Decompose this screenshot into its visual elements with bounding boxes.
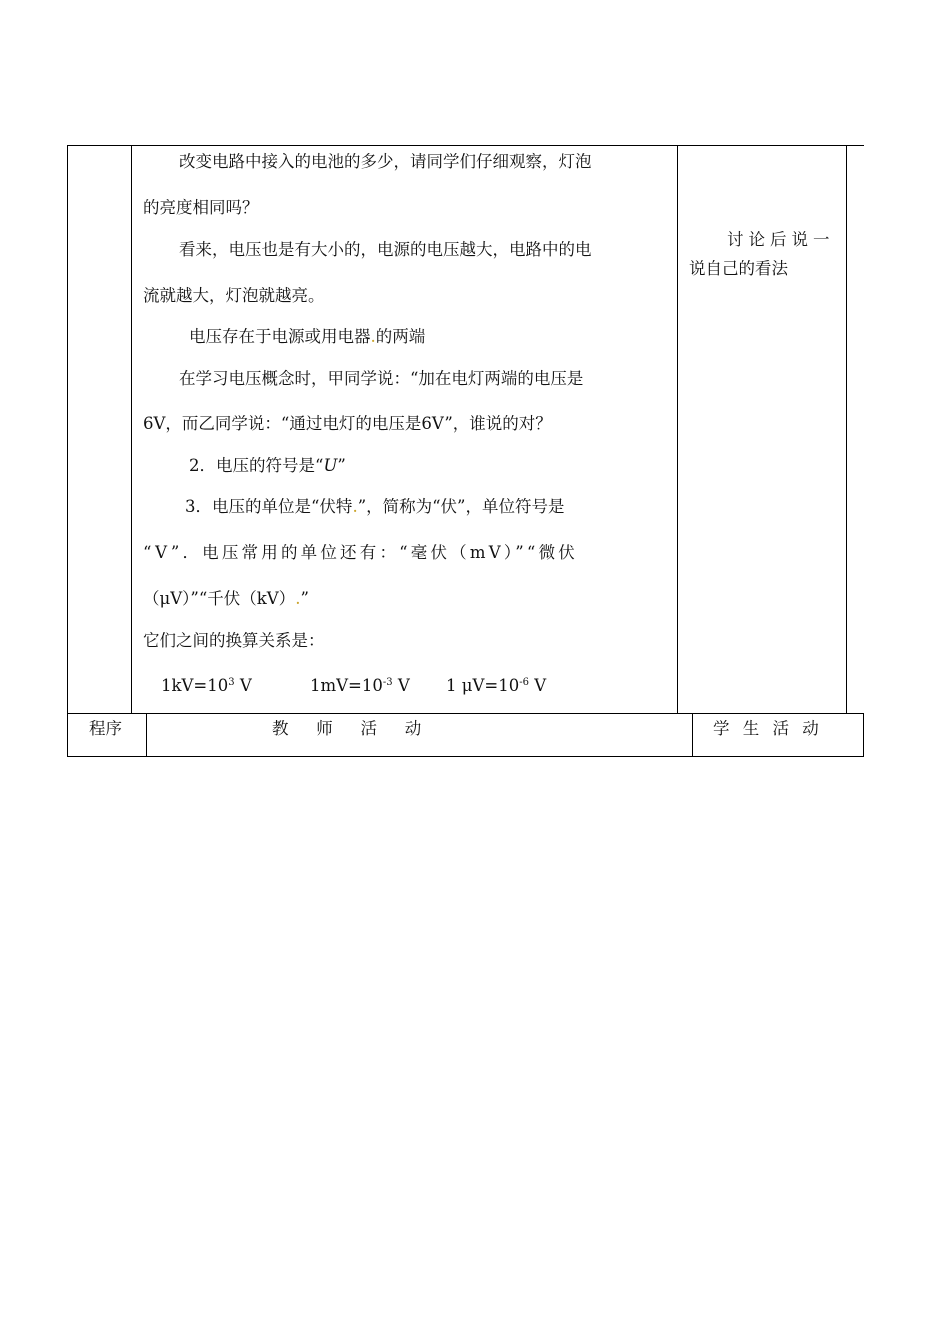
item-voltage-unit-line2: “V”．电压常用的单位还有：“毫伏（mV）”“微伏: [143, 543, 578, 562]
col-divider-procedure: [131, 145, 132, 713]
voltage-location-text-a: 电压存在于电源或用电器: [189, 327, 371, 346]
voltage-unit-text-b: ”，简称为“伏”，单位符号是: [357, 497, 565, 516]
conversion-uv: [446, 673, 546, 696]
col-divider-right: [846, 145, 847, 713]
voltage-unit-text-a: 3．电压的单位是“伏特: [185, 497, 353, 516]
header-col-divider-procedure: [146, 713, 147, 757]
header-col-divider-student: [692, 713, 693, 757]
emphasis-dot: .: [370, 327, 376, 346]
header-right-border: [863, 713, 864, 757]
voltage-symbol-text-a: 2．电压的符号是“: [189, 456, 324, 475]
conversion-mv-base: 1mV=10: [310, 676, 383, 695]
voltage-location-text-b: 的两端: [375, 327, 426, 346]
student-discussion-line1: 讨论后说一: [727, 230, 835, 249]
conversion-kv-unit: V: [234, 676, 252, 695]
item-voltage-unit-line3: [143, 589, 309, 609]
voltage-unit-line3-text-a: （μV）”“千伏（kV）: [143, 589, 296, 608]
emphasis-dot: .: [352, 497, 358, 516]
paragraph-voltage-location: [189, 327, 425, 347]
conversion-kv: [161, 673, 252, 696]
student-discussion-line2: 说自己的看法: [689, 259, 788, 278]
conversion-kv-base: 1kV=10: [161, 676, 229, 695]
voltage-symbol-u: U: [323, 456, 338, 475]
voltage-unit-line3-text-b: ”: [300, 589, 309, 608]
emphasis-dot: .: [295, 589, 301, 608]
paragraph-battery-line2: 的亮度相同吗？: [143, 198, 259, 217]
header-teacher-activity: 教 师 活 动: [272, 719, 424, 738]
paragraph-battery-line1: 改变电路中接入的电池的多少，请同学们仔细观察，灯泡: [179, 152, 592, 171]
conversion-uv-exponent: -6: [519, 677, 529, 688]
conversion-mv-unit: V: [392, 676, 410, 695]
conversion-mv-exponent: -3: [382, 677, 393, 688]
conversion-mv: [310, 673, 410, 696]
col-divider-student: [677, 145, 678, 713]
item-voltage-symbol: [189, 456, 346, 476]
paragraph-voltage-size-line2: 流就越大，灯泡就越亮。: [143, 286, 325, 305]
header-procedure: 程序: [89, 719, 122, 738]
row-divider: [68, 713, 864, 714]
table-left-border: [67, 145, 68, 757]
paragraph-question-line2: 6V，而乙同学说：“通过电灯的电压是6V”，谁说的对？: [143, 414, 552, 433]
paragraph-question-line1: 在学习电压概念时，甲同学说：“加在电灯两端的电压是: [179, 369, 584, 388]
conversion-uv-unit: V: [528, 676, 547, 695]
conversion-intro: 它们之间的换算关系是：: [143, 631, 325, 650]
table-top-border: [68, 145, 864, 146]
voltage-symbol-text-b: ”: [337, 456, 346, 475]
conversion-kv-exponent: 3: [228, 677, 235, 688]
table-bottom-border: [67, 756, 864, 757]
paragraph-voltage-size-line1: 看来，电压也是有大小的，电源的电压越大，电路中的电: [179, 240, 592, 259]
header-student-activity: 学 生 活 动: [713, 719, 823, 738]
conversion-uv-base: 1 μV=10: [446, 676, 520, 695]
item-voltage-unit-line1: [185, 497, 565, 517]
